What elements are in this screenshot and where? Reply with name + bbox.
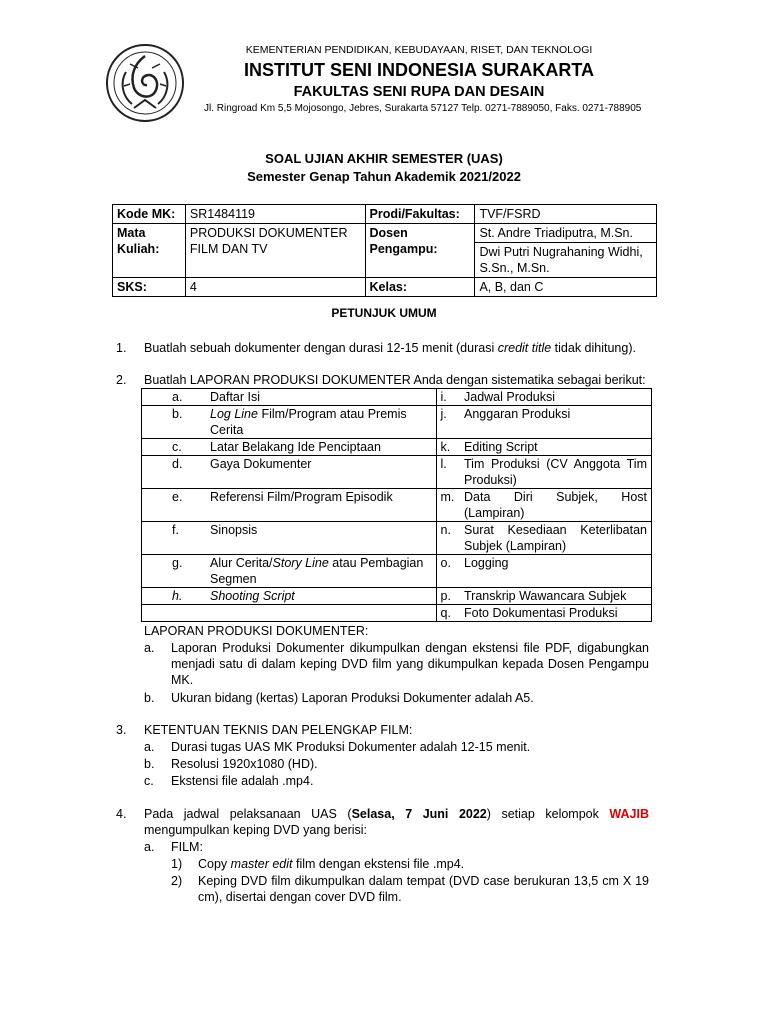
ministry-name: KEMENTERIAN PENDIDIKAN, KEBUDAYAAN, RISET, DAN TEKNOLOGI — [245, 44, 593, 56]
structure-letter-left: c. — [142, 439, 207, 456]
structure-row — [142, 555, 652, 588]
structure-letter-right: q. — [436, 605, 460, 622]
kelas-value: A, B, dan C — [475, 278, 657, 297]
structure-letter-right: n. — [436, 522, 460, 555]
structure-text-left: Shooting Script — [206, 588, 436, 605]
section-title: PETUNJUK UMUM — [331, 306, 437, 320]
kode-label: Kode MK: — [113, 205, 186, 224]
item1-text — [144, 340, 649, 356]
item3-b: Resolusi 1920x1080 (HD). — [171, 757, 318, 771]
item1-text-b: tidak dihitung). — [551, 341, 636, 355]
structure-row — [142, 439, 652, 456]
kode-value: SR1484119 — [185, 205, 365, 224]
item4-s2: Keping DVD film dikumpulkan dalam tempat (DVD case berukuran 13,5 cm X 19 cm), disertai dengan cover DVD film. — [198, 874, 649, 904]
structure-text-right: Transkrip Wawancara Subjek — [460, 588, 652, 605]
structure-row — [142, 456, 652, 489]
structure-text-right: Surat Kesediaan Keterlibatan Subjek (Lampiran) — [460, 522, 652, 555]
structure-text-right: Anggaran Produksi — [460, 406, 652, 439]
item4-s1-num: 1) — [171, 857, 183, 871]
dosen-2: Dwi Putri Nugrahaning Widhi, S.Sn., M.Sn. — [475, 243, 657, 278]
structure-letter-left: f. — [142, 522, 207, 555]
structure-letter-right: l. — [436, 456, 460, 489]
report-sub-heading: LAPORAN PRODUKSI DOKUMENTER: — [144, 624, 369, 638]
item4-text-line1 — [144, 806, 649, 822]
structure-row — [142, 489, 652, 522]
structure-text-left: Referensi Film/Program Episodik — [206, 489, 436, 522]
item4-s2-num: 2) — [171, 874, 183, 888]
item4-text-b: ) setiap kelompok — [486, 807, 610, 821]
item4-s1-b: film dengan ekstensi file .mp4. — [292, 857, 465, 871]
structure-text-left: Daftar Isi — [206, 389, 436, 406]
italic-term: Story Line — [272, 556, 329, 570]
dosen-1: St. Andre Triadiputra, M.Sn. — [475, 224, 657, 243]
item3-number: 3. — [116, 723, 127, 737]
structure-letter-left: e. — [142, 489, 207, 522]
structure-letter-right: p. — [436, 588, 460, 605]
structure-letter-left: b. — [142, 406, 207, 439]
item2-text: Buatlah LAPORAN PRODUKSI DOKUMENTER Anda dengan sistematika sebagai berikut: — [144, 373, 646, 387]
report-sub-a: Laporan Produksi Dokumenter dikumpulkan dengan ekstensi file PDF, digabungkan menjadi satu di dalam keping DVD film yang dikumpulkan kepada Dosen Pengampu MK. — [171, 641, 649, 687]
structure-text-left — [206, 605, 436, 622]
report-sub-a-num: a. — [144, 641, 155, 655]
structure-text-left: Gaya Dokumenter — [206, 456, 436, 489]
mk-label: Mata Kuliah: — [113, 224, 186, 278]
structure-text-right: Tim Produksi (CV Anggota Tim Produksi) — [460, 456, 652, 489]
item4-s1 — [198, 856, 464, 872]
report-sub-b-num: b. — [144, 691, 155, 705]
structure-text-right: Data Diri Subjek, Host (Lampiran) — [460, 489, 652, 522]
sks-label: SKS: — [113, 278, 186, 297]
structure-row — [142, 605, 652, 622]
kelas-label: Kelas: — [365, 278, 475, 297]
item3-c: Ekstensi file adalah .mp4. — [171, 774, 314, 788]
item3-a: Durasi tugas UAS MK Produksi Dokumenter adalah 12-15 menit. — [171, 740, 531, 754]
report-structure-table — [141, 388, 652, 622]
item4-s1-italic: master edit — [230, 857, 293, 871]
exam-title: SOAL UJIAN AKHIR SEMESTER (UAS) — [265, 151, 503, 166]
structure-text-right: Editing Script — [460, 439, 652, 456]
structure-text-right: Foto Dokumentasi Produksi — [460, 605, 652, 622]
course-info-table — [112, 204, 657, 297]
item4-date: Selasa, 7 Juni 2022 — [351, 807, 487, 821]
structure-text-left: Latar Belakang Ide Penciptaan — [206, 439, 436, 456]
item3-b-num: b. — [144, 757, 155, 771]
item1-text-italic: credit title — [497, 341, 552, 355]
structure-row — [142, 588, 652, 605]
item3-c-num: c. — [144, 774, 154, 788]
structure-letter-right: k. — [436, 439, 460, 456]
sks-value: 4 — [185, 278, 365, 297]
structure-letter-right: i. — [436, 389, 460, 406]
structure-text-left: Alur Cerita/Story Line atau Pembagian Segmen — [206, 555, 436, 588]
structure-letter-right: j. — [436, 406, 460, 439]
item2-number: 2. — [116, 373, 127, 387]
structure-row — [142, 406, 652, 439]
item3-text: KETENTUAN TEKNIS DAN PELENGKAP FILM: — [144, 723, 413, 737]
report-sub-b: Ukuran bidang (kertas) Laporan Produksi Dokumenter adalah A5. — [171, 691, 534, 705]
mk-value: PRODUKSI DOKUMENTER FILM DAN TV — [185, 224, 365, 278]
item4-a-num: a. — [144, 840, 155, 854]
structure-text-right: Jadwal Produksi — [460, 389, 652, 406]
institute-name: INSTITUT SENI INDONESIA SURAKARTA — [243, 60, 594, 80]
prodi-value: TVF/FSRD — [475, 205, 657, 224]
prodi-label: Prodi/Fakultas: — [365, 205, 475, 224]
item1-number: 1. — [116, 341, 127, 355]
semester-title: Semester Genap Tahun Akademik 2021/2022 — [247, 169, 521, 184]
item4-wajib: WAJIB — [609, 807, 650, 821]
structure-text-left: Sinopsis — [206, 522, 436, 555]
structure-text-left: Log Line Film/Program atau Premis Cerita — [206, 406, 436, 439]
structure-text-right: Logging — [460, 555, 652, 588]
structure-letter-left: h. — [142, 588, 207, 605]
italic-term: Log Line — [210, 407, 258, 421]
structure-letter-right: o. — [436, 555, 460, 588]
structure-letter-right: m. — [436, 489, 460, 522]
structure-letter-left: g. — [142, 555, 207, 588]
structure-row — [142, 389, 652, 406]
item4-s1-a: Copy — [198, 857, 231, 871]
structure-letter-left — [142, 605, 207, 622]
item3-a-num: a. — [144, 740, 155, 754]
item4-text-a: Pada jadwal pelaksanaan UAS ( — [144, 807, 352, 821]
address: Jl. Ringroad Km 5,5 Mojosongo, Jebres, Surakarta 57127 Telp. 0271-7889050, Faks. 0271-788905 — [204, 103, 642, 114]
faculty-name: FAKULTAS SENI RUPA DAN DESAIN — [293, 84, 545, 100]
item4-text-line2: mengumpulkan keping DVD yang berisi: — [144, 823, 368, 837]
structure-letter-left: d. — [142, 456, 207, 489]
item1-text-a: Buatlah sebuah dokumenter dengan durasi 12-15 menit (durasi — [144, 341, 498, 355]
item4-number: 4. — [116, 807, 127, 821]
structure-letter-left: a. — [142, 389, 207, 406]
structure-row — [142, 522, 652, 555]
dosen-label: Dosen Pengampu: — [365, 224, 475, 278]
item4-a: FILM: — [171, 840, 203, 854]
